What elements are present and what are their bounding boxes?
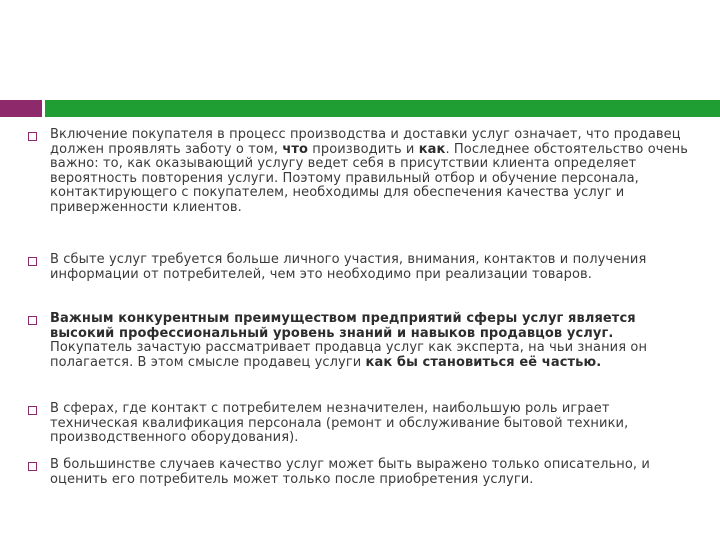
accent-bar-left [0, 100, 42, 117]
square-bullet-icon [28, 402, 50, 415]
emphasis-what: что [282, 141, 309, 157]
paragraph-personal-participation [50, 253, 688, 282]
paragraph-customer-involvement [50, 128, 688, 216]
accent-bar-right [45, 100, 720, 117]
paragraph-technical-qualification [50, 402, 688, 446]
square-bullet-icon [28, 458, 50, 471]
emphasis-part-of-service: как бы становиться её частью. [365, 354, 602, 370]
emphasis-how: как [418, 141, 446, 157]
paragraph-competitive-advantage [50, 312, 688, 370]
text-run: В сбыте услуг требуется больше личного участия, внимания, контактов и получения информации от потребителей, чем это необходимо при реализации товаров. [50, 252, 647, 282]
list-item [28, 312, 688, 370]
text-run: В большинстве случаев качество услуг может быть выражено только описательно, и оценить его потребитель может только после приобретения услуги. [50, 457, 650, 487]
list-item [28, 458, 688, 487]
emphasis-advantage: Важным конкурентным преимуществом предприятий сферы услуг является высокий профессиональный уровень знаний и навыков продавцов услуг. [50, 311, 636, 341]
paragraph-quality-description [50, 458, 688, 487]
square-bullet-icon [28, 253, 50, 266]
text-run: Покупатель зачастую рассматривает продавца услуг как эксперта, на чьи знания он полагается. В этом смысле продавец услуги [50, 340, 648, 370]
square-bullet-icon [28, 312, 50, 325]
list-item [28, 128, 688, 216]
text-run: . Последнее обстоятельство очень важно: то, как оказывающий услугу ведет себя в присутствии клиента определяет вероятность повторения услуги. Поэтому правильный отбор и обучение персонала, контактирующего с покупателем, необходимы для обеспечения качества услуг и приверженности клиентов. [50, 141, 688, 215]
text-run: В сферах, где контакт с потребителем незначителен, наибольшую роль играет техническая квалификация персонала (ремонт и обслуживание бытовой техники, производственного оборудования). [50, 401, 629, 446]
square-bullet-icon [28, 128, 50, 141]
list-item [28, 253, 688, 282]
list-item [28, 402, 688, 446]
text-run: Включение покупателя в процесс производства и доставки услуг означает, что продавец должен проявлять заботу о том, [50, 127, 681, 157]
text-run: производить и [308, 141, 419, 157]
